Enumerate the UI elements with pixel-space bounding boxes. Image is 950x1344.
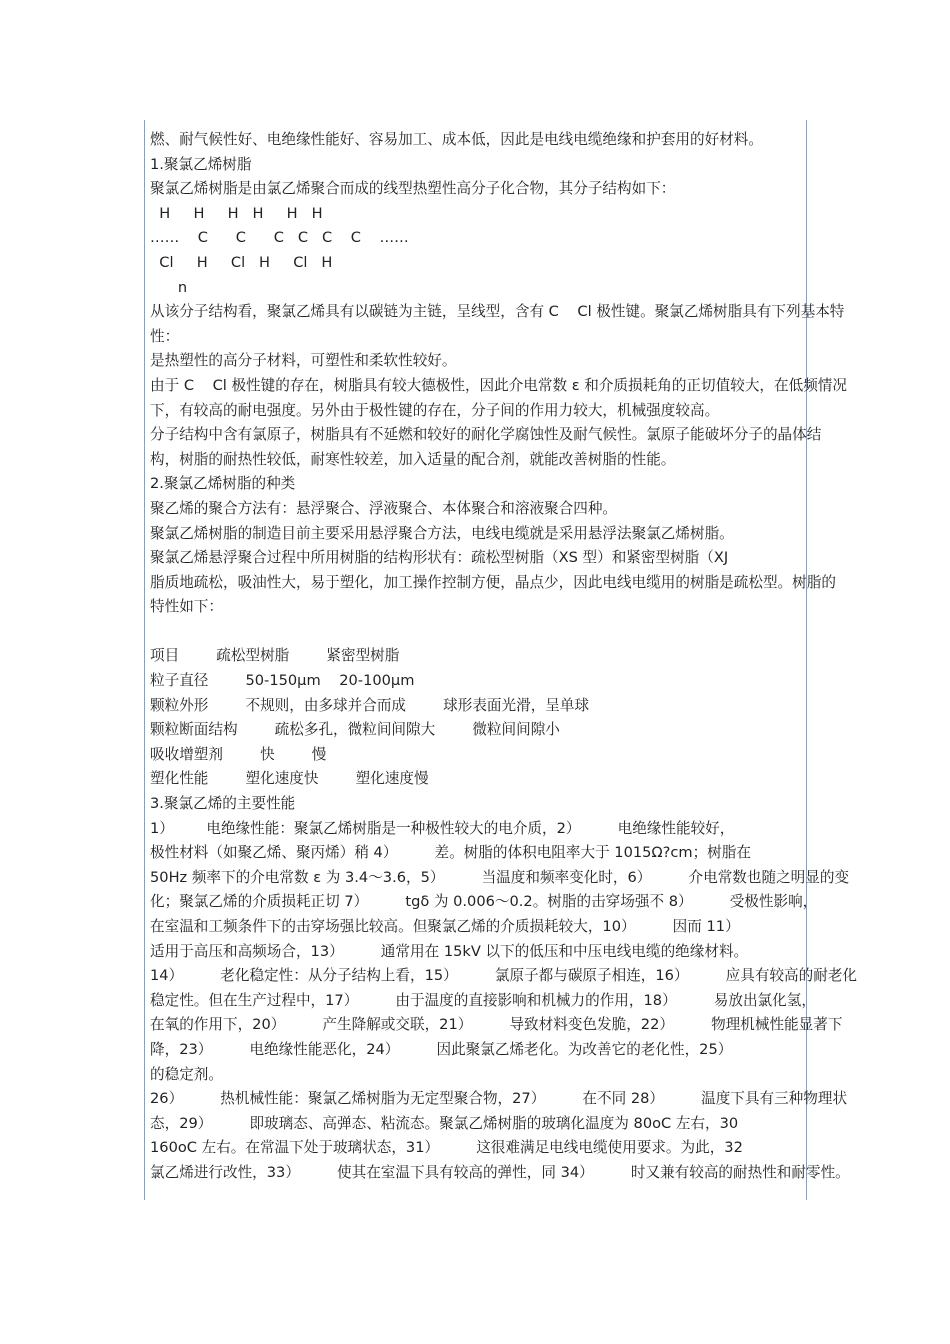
text-line: 2.聚氯乙烯树脂的种类 [150,475,296,493]
text-line: 160oC 左右。在常温下处于玻璃状态，31） 这很难满足电线电缆使用要求。为此，32 [150,1139,743,1157]
text-line: 颗粒断面结构 疏松多孔，微粒间间隙大 微粒间间隙小 [150,721,560,739]
text-line: 1） 电绝缘性能：聚氯乙烯树脂是一种极性较大的电介质，2） 电绝缘性能较好， [150,819,735,837]
text-line: 性： [150,327,180,345]
text-line: 降，23） 电绝缘性能恶化，24） 因此聚氯乙烯老化。为改善它的老化性，25） [150,1040,733,1058]
text-line: 脂质地疏松，吸油性大，易于塑化，加工操作控制方便，晶点少，因此电线电缆用的树脂是疏松型。树脂的 [150,573,836,591]
text-line: 14） 老化稳定性：从分子结构上看，15） 氯原子都与碳原子相连，16） 应具有较高的耐老化 [150,967,858,985]
text-line: n [150,278,188,296]
text-line: H H H H H H [150,204,323,222]
left-border-line [144,120,145,1200]
text-line: 稳定性。但在生产过程中，17） 由于温度的直接影响和机械力的作用，18） 易放出氯化氢， [150,991,816,1009]
text-line: 燃、耐气候性好、电绝缘性能好、容易加工、成本低，因此是电线电缆绝缘和护套用的好材料。 [150,131,763,148]
text-line: 塑化性能 塑化速度快 塑化速度慢 [150,770,429,788]
text-line: 从该分子结构看，聚氯乙烯具有以碳链为主链，呈线型，含有 C Cl 极性键。聚氯乙烯树脂具有下列基本特 [150,303,845,321]
text-line: 态，29） 即玻璃态、高弹态、粘流态。聚氯乙烯树脂的玻璃化温度为 80oC 左右，30 [150,1114,739,1132]
text-line: 聚乙烯的聚合方法有：悬浮聚合、浮液聚合、本体聚合和溶液聚合四种。 [150,499,618,517]
text-line: 是热塑性的高分子材料，可塑性和柔软性较好。 [150,352,457,370]
text-line: 聚氯乙烯悬浮聚合过程中所用树脂的结构形状有：疏松型树脂（XS 型）和紧密型树脂（XJ [150,549,729,567]
text-line: 化；聚氯乙烯的介质损耗正切 7） tgδ 为 0.006～0.2。树脂的击穿场强不 8） 受极性影响， [150,893,818,911]
text-line: 适用于高压和高频场合，13） 通常用在 15kV 以下的低压和中压电线电缆的绝缘材料。 [150,942,749,960]
text-line: 项目 疏松型树脂 紧密型树脂 [150,647,400,665]
text-line: 吸收增塑剂 快 慢 [150,745,327,763]
text-line: 50Hz 频率下的介电常数 ε 为 3.4～3.6，5） 当温度和频率变化时，6） 介电常数也随之明显的变 [150,868,850,886]
text-line: 极性材料（如聚乙烯、聚丙烯）稍 4） 差。树脂的体积电阻率大于 1015Ω?cm；树脂在 [150,844,751,862]
text-line: …… C C C C C C …… [150,229,409,247]
text-line: Cl H Cl H Cl H [150,253,333,271]
text-line: 聚氯乙烯树脂的制造目前主要采用悬浮聚合方法，电线电缆就是采用悬浮法聚氯乙烯树脂。 [150,524,734,542]
text-line [150,620,940,645]
text-line: 在室温和工频条件下的击穿场强比较高。但聚氯乙烯的介质损耗较大，10） 因而 11） [150,918,740,935]
text-line: 1.聚氯乙烯树脂 [150,155,252,173]
text-line: 粒子直径 50-150μm 20-100μm [150,672,415,690]
text-line: 26） 热机械性能：聚氯乙烯树脂为无定型聚合物，27） 在不同 28） 温度下具有三种物理状 [150,1090,848,1108]
text-line: 聚氯乙烯树脂是由氯乙烯聚合而成的线型热塑性高分子化合物，其分子结构如下： [150,180,676,198]
text-line: 颗粒外形 不规则，由多球并合而成 球形表面光滑，呈单球 [150,696,590,714]
document-body [150,128,940,1186]
text-line: 氯乙烯进行改性，33） 使其在室温下具有较高的弹性，同 34） 时又兼有较高的耐热性和耐零性。 [150,1163,850,1181]
text-line: 下，有较高的耐电强度。另外由于极性键的存在，分子间的作用力较大，机械强度较高。 [150,401,720,419]
text-line: 特性如下： [150,598,223,616]
text-line: 的稳定剂。 [150,1065,223,1083]
text-line: 构，树脂的耐热性较低，耐寒性较差，加入适量的配合剂，就能改善树脂的性能。 [150,450,676,468]
text-line: 分子结构中含有氯原子，树脂具有不延燃和较好的耐化学腐蚀性及耐气候性。氯原子能破坏分子的晶体结 [150,426,822,444]
text-line: 3.聚氯乙烯的主要性能 [150,795,296,813]
text-line: 由于 C Cl 极性键的存在，树脂具有较大德极性，因此介电常数 ε 和介质损耗角的正切值较大，在低频情况 [150,376,847,394]
text-line: 在氧的作用下，20） 产生降解或交联，21） 导致材料变色发脆，22） 物理机械性能显著下 [150,1016,843,1034]
